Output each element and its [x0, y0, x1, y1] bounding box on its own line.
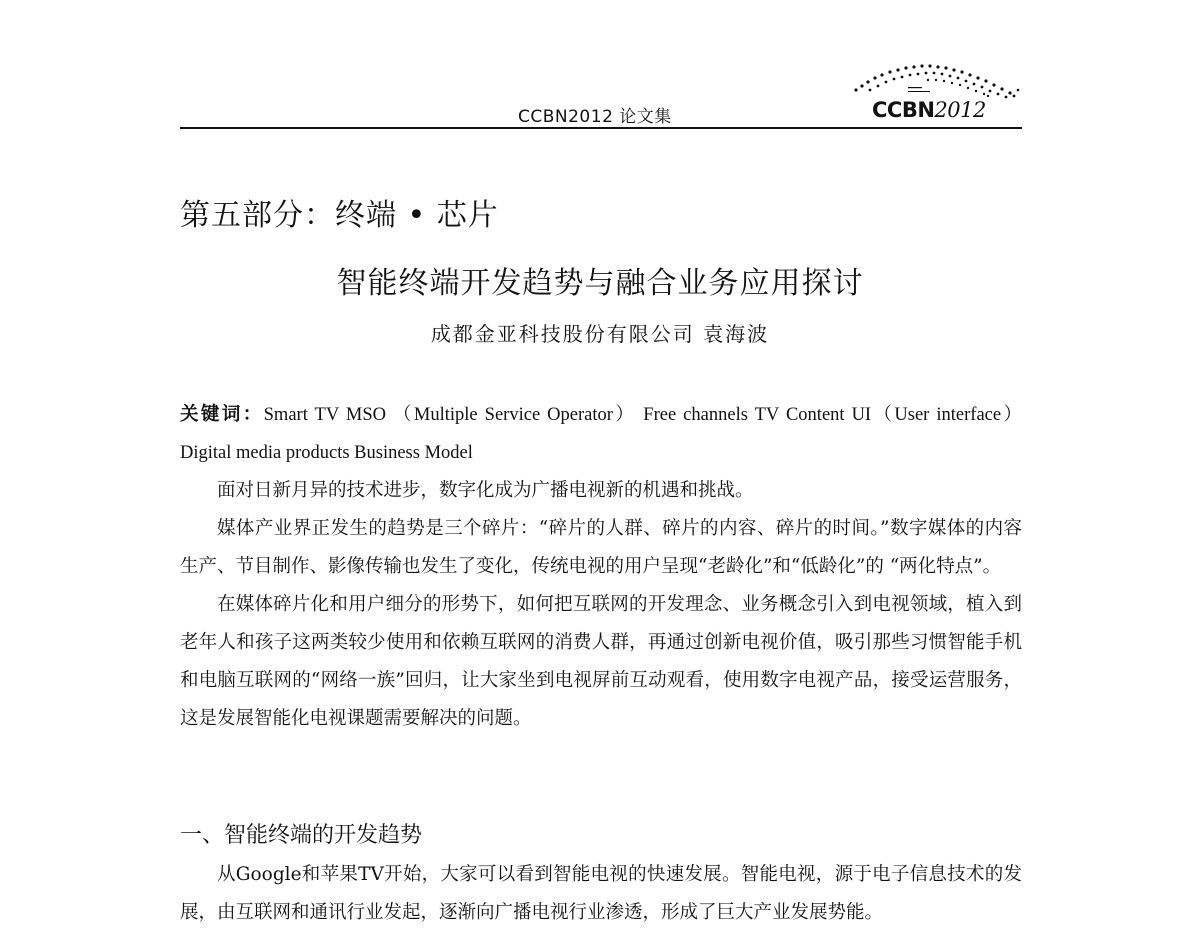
- body-paragraph: 面对日新月异的技术进步，数字化成为广播电视新的机遇和挑战。: [217, 480, 754, 501]
- part-heading: 第五部分：终端 • 芯片: [180, 198, 499, 233]
- body-paragraph: 媒体产业界正发生的趋势是三个碎片：“碎片的人群、碎片的内容、碎片的时间。”数字媒体的内容生产、节目制作、影像传输也发生了变化，传统电视的用户呈现“老龄化”和“低龄化”的 “两化特点”。: [180, 518, 1022, 577]
- header-title: CCBN2012 论文集: [518, 107, 672, 127]
- page-header: [180, 60, 1022, 130]
- keywords-paragraph: [180, 396, 1022, 472]
- body-paragraph: 在媒体碎片化和用户细分的形势下，如何把互联网的开发理念、业务概念引入到电视领域，植入到老年人和孩子这两类较少使用和依赖互联网的消费人群，再通过创新电视价值，吸引那些习惯智能手机和电脑互联网的“网络一族”回归，让大家坐到电视屏前互动观看，使用数字电视产品，接受运营服务，这是发展智能化电视课题需要解决的问题。: [180, 594, 1022, 729]
- paper-authors: 成都金亚科技股份有限公司 袁海波: [430, 322, 770, 346]
- keywords-text: Smart TV MSO （Multiple Service Operator） Free channels TV Content UI（User interface） Digital media products Business Model: [180, 405, 1022, 463]
- section-body: [180, 856, 1022, 932]
- logo-wordmark-ccbn: CCBN: [872, 98, 935, 122]
- logo-dots-graphic: [848, 60, 1022, 100]
- keywords-label: 关键词：: [180, 404, 264, 425]
- paper-title: 智能终端开发趋势与融合业务应用探讨: [336, 266, 864, 301]
- logo-wordmark-year: 2012: [934, 98, 986, 122]
- header-rule: [180, 127, 1022, 129]
- section-heading: 一、智能终端的开发趋势: [180, 823, 423, 848]
- body-paragraph: 从Google和苹果TV开始，大家可以看到智能电视的快速发展。智能电视，源于电子信息技术的发展，由互联网和通讯行业发起，逐渐向广播电视行业渗透，形成了巨大产业发展势能。: [180, 864, 1022, 923]
- paper-body: [180, 396, 1022, 738]
- logo-wordmark: [872, 98, 986, 122]
- ccbn-logo: [848, 60, 1022, 126]
